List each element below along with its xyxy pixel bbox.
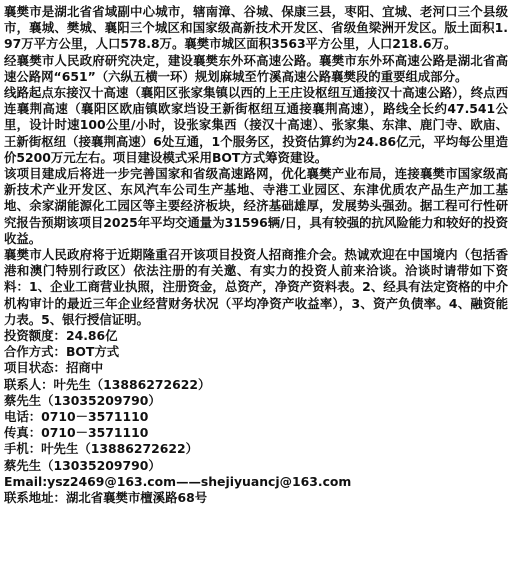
mobile-cai: 蔡先生（13035209790） <box>4 457 161 473</box>
cooperation-mode: 合作方式：BOT方式 <box>4 344 120 360</box>
decision-paragraph: 经襄樊市人民政府研究决定，建设襄樊东外环高速公路。襄樊市东外环高速公路是湖北省高速公路网“651”（六纵五横一环）规划麻城至竹溪高速公路襄樊段的重要组成部分。 <box>4 52 508 84</box>
address-line: 联系地址：湖北省襄樊市檀溪路68号 <box>4 490 208 506</box>
fax-number: 传真：0710－3571110 <box>4 425 149 441</box>
mobile-ye: 手机：叶先生（13886272622） <box>4 441 198 457</box>
contact-person-ye: 联系人：叶先生（13886272622） <box>4 376 211 392</box>
invitation-paragraph: 襄樊市人民政府将于近期隆重召开该项目投资人招商推介会。热诚欢迎在中国境内（包括香港和澳门特别行政区）依法注册的有关邀、有实力的投资人前来洽谈。洽谈时请带如下资料：1、企业工商营业执照，注册资金，总资产，净资产资料表。2、经具有法定资格的中介机构审计的最近三年企业经营财务状况（平均净资产收益率），3、资产负债率。4、融资能力表。5、银行授信证明。 <box>4 247 508 327</box>
contact-person-cai: 蔡先生（13035209790） <box>4 392 161 408</box>
project-status: 项目状态：招商中 <box>4 360 104 376</box>
intro-paragraph: 襄樊市是湖北省省域副中心城市，辖南漳、谷城、保康三县，枣阳、宜城、老河口三个县级市，襄城、樊城、襄阳三个城区和国家级高新技术开发区、省级鱼梁洲开发区。版土面积1.97万平方公里，人口578.8万。襄樊市城区面积3563平方公里，人口218.6万。 <box>4 4 508 52</box>
investment-amount: 投资额度：24.86亿 <box>4 328 118 344</box>
document-body <box>4 4 508 506</box>
benefits-paragraph: 该项目建成后将进一步完善国家和省级高速路网，优化襄樊产业布局，连接襄樊市国家级高新技术产业开发区、东风汽车公司生产基地、寺港工业园区、东津优质农产品生产加工基地、余家湖能源化工园区等主要经济板块，经济基础雄厚，发展势头强劲。据工程可行性研究报告预期该项目2025年平均交通量为31596辆/日，具有较强的抗风险能力和较好的投资收益。 <box>4 166 508 246</box>
phone-number: 电话：0710－3571110 <box>4 409 149 425</box>
route-paragraph: 线路起点东接汉十高速（襄阳区张家集镇以西的上王庄设枢纽互通接汉十高速公路），终点西连襄荆高速（襄阳区欧庙镇欧家垱设王新街枢纽互通接襄荆高速），路线全长约47.541公里，设计时速100公里/小时，设张家集西（接汉十高速）、张家集、东津、鹿门寺、欧庙、王新街枢纽（接襄荆高速）6处互通，1个服务区，投资估算约为24.86亿元，平均每公里造价5200万元左右。项目建设模式采用BOT方式筹资建设。 <box>4 85 508 165</box>
email-line: Email:ysz2469@163.com——shejiyuancj@163.com <box>4 473 352 489</box>
